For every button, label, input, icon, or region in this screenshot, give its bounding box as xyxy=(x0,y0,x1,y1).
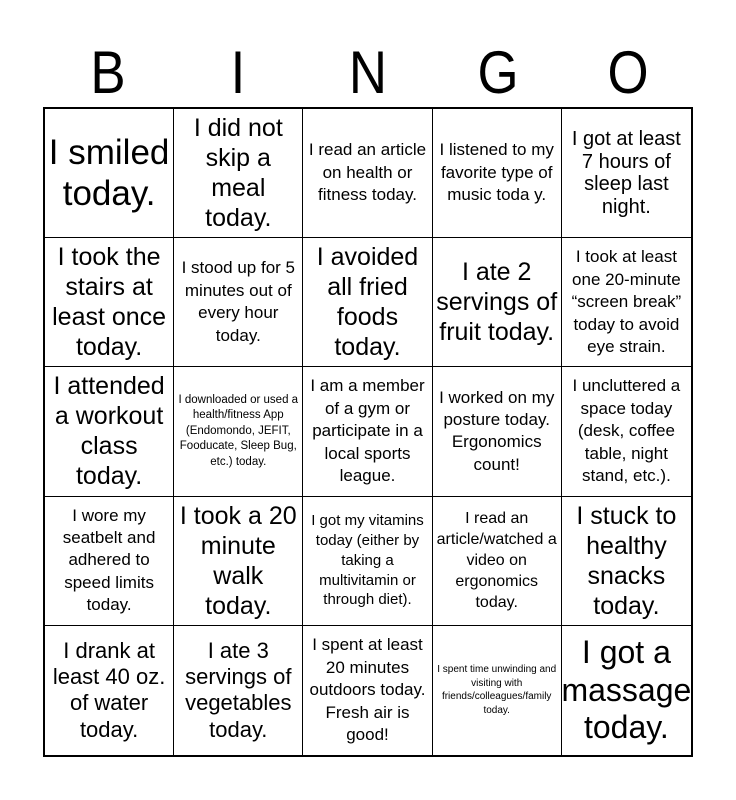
bingo-cell[interactable] xyxy=(433,367,562,496)
bingo-cell[interactable] xyxy=(174,497,303,626)
bingo-cell[interactable] xyxy=(174,367,303,496)
bingo-cell[interactable] xyxy=(562,626,691,755)
cell-text: I ate 2 servings of fruit today. xyxy=(436,258,558,347)
cell-text: I spent time unwinding and visiting with friends/colleagues/family today. xyxy=(437,664,557,716)
bingo-cell[interactable] xyxy=(303,367,432,496)
bingo-cell[interactable] xyxy=(562,497,691,626)
header-letter-i: I xyxy=(230,39,246,106)
bingo-cell[interactable] xyxy=(303,626,432,755)
cell-text: I spent at least 20 minutes outdoors today. Fresh air is good! xyxy=(309,635,426,745)
cell-text: I listened to my favorite type of music toda y. xyxy=(439,140,554,205)
cell-text: I attended a workout class today. xyxy=(53,372,165,491)
header-letter-o: O xyxy=(607,39,649,106)
cell-text: I stood up for 5 minutes out of every hour today. xyxy=(181,258,295,345)
cell-text: I downloaded or used a health/fitness App (Endomondo, JEFIT, Fooducate, Sleep Bug, etc.) today. xyxy=(178,393,299,468)
bingo-cell[interactable] xyxy=(45,109,174,238)
cell-text: I wore my seatbelt and adhered to speed limits today. xyxy=(62,505,156,615)
cell-text: I drank at least 40 oz. of water today. xyxy=(52,637,166,742)
bingo-cell[interactable] xyxy=(45,497,174,626)
bingo-cell[interactable] xyxy=(174,109,303,238)
cell-text: I got at least 7 hours of sleep last night. xyxy=(571,127,681,218)
bingo-cell[interactable] xyxy=(562,238,691,367)
bingo-cell[interactable] xyxy=(433,109,562,238)
bingo-cell[interactable] xyxy=(45,238,174,367)
header-letter-g: G xyxy=(477,39,519,106)
bingo-cell[interactable] xyxy=(303,238,432,367)
cell-text: I got my vitamins today (either by taking a multivitamin or through diet). xyxy=(311,512,424,609)
bingo-cell[interactable] xyxy=(174,626,303,755)
cell-text: I uncluttered a space today (desk, coffee table, night stand, etc.). xyxy=(572,376,681,486)
cell-text: I got a massage today. xyxy=(561,633,691,746)
bingo-cell[interactable] xyxy=(45,367,174,496)
bingo-cell[interactable] xyxy=(303,497,432,626)
cell-text: I stuck to healthy snacks today. xyxy=(576,501,677,620)
bingo-header xyxy=(43,39,693,106)
header-letter-b: B xyxy=(90,39,126,106)
cell-text: I avoided all fried foods today. xyxy=(316,243,419,362)
bingo-cell[interactable] xyxy=(45,626,174,755)
bingo-cell[interactable] xyxy=(303,109,432,238)
bingo-cell[interactable] xyxy=(433,238,562,367)
bingo-cell[interactable] xyxy=(433,497,562,626)
cell-text: I ate 3 servings of vegetables today. xyxy=(185,637,292,742)
bingo-cell[interactable] xyxy=(174,238,303,367)
cell-text: I took the stairs at least once today. xyxy=(52,243,167,362)
cell-text: I took at least one 20-minute “screen break” today to avoid eye strain. xyxy=(571,247,682,356)
bingo-grid xyxy=(43,107,693,757)
bingo-cell[interactable] xyxy=(562,367,691,496)
cell-text: I took a 20 minute walk today. xyxy=(179,501,297,620)
header-letter-n: N xyxy=(348,39,388,106)
bingo-cell[interactable] xyxy=(562,109,691,238)
cell-text: I read an article/watched a video on ergonomics today. xyxy=(436,509,557,612)
cell-text: I am a member of a gym or participate in a local sports league. xyxy=(310,376,425,486)
bingo-cell[interactable] xyxy=(433,626,562,755)
cell-text: I read an article on health or fitness today. xyxy=(308,140,427,205)
cell-text: I did not skip a meal today. xyxy=(193,114,283,233)
cell-text: I worked on my posture today. Ergonomics count! xyxy=(439,387,555,474)
cell-text: I smiled today. xyxy=(48,132,170,214)
